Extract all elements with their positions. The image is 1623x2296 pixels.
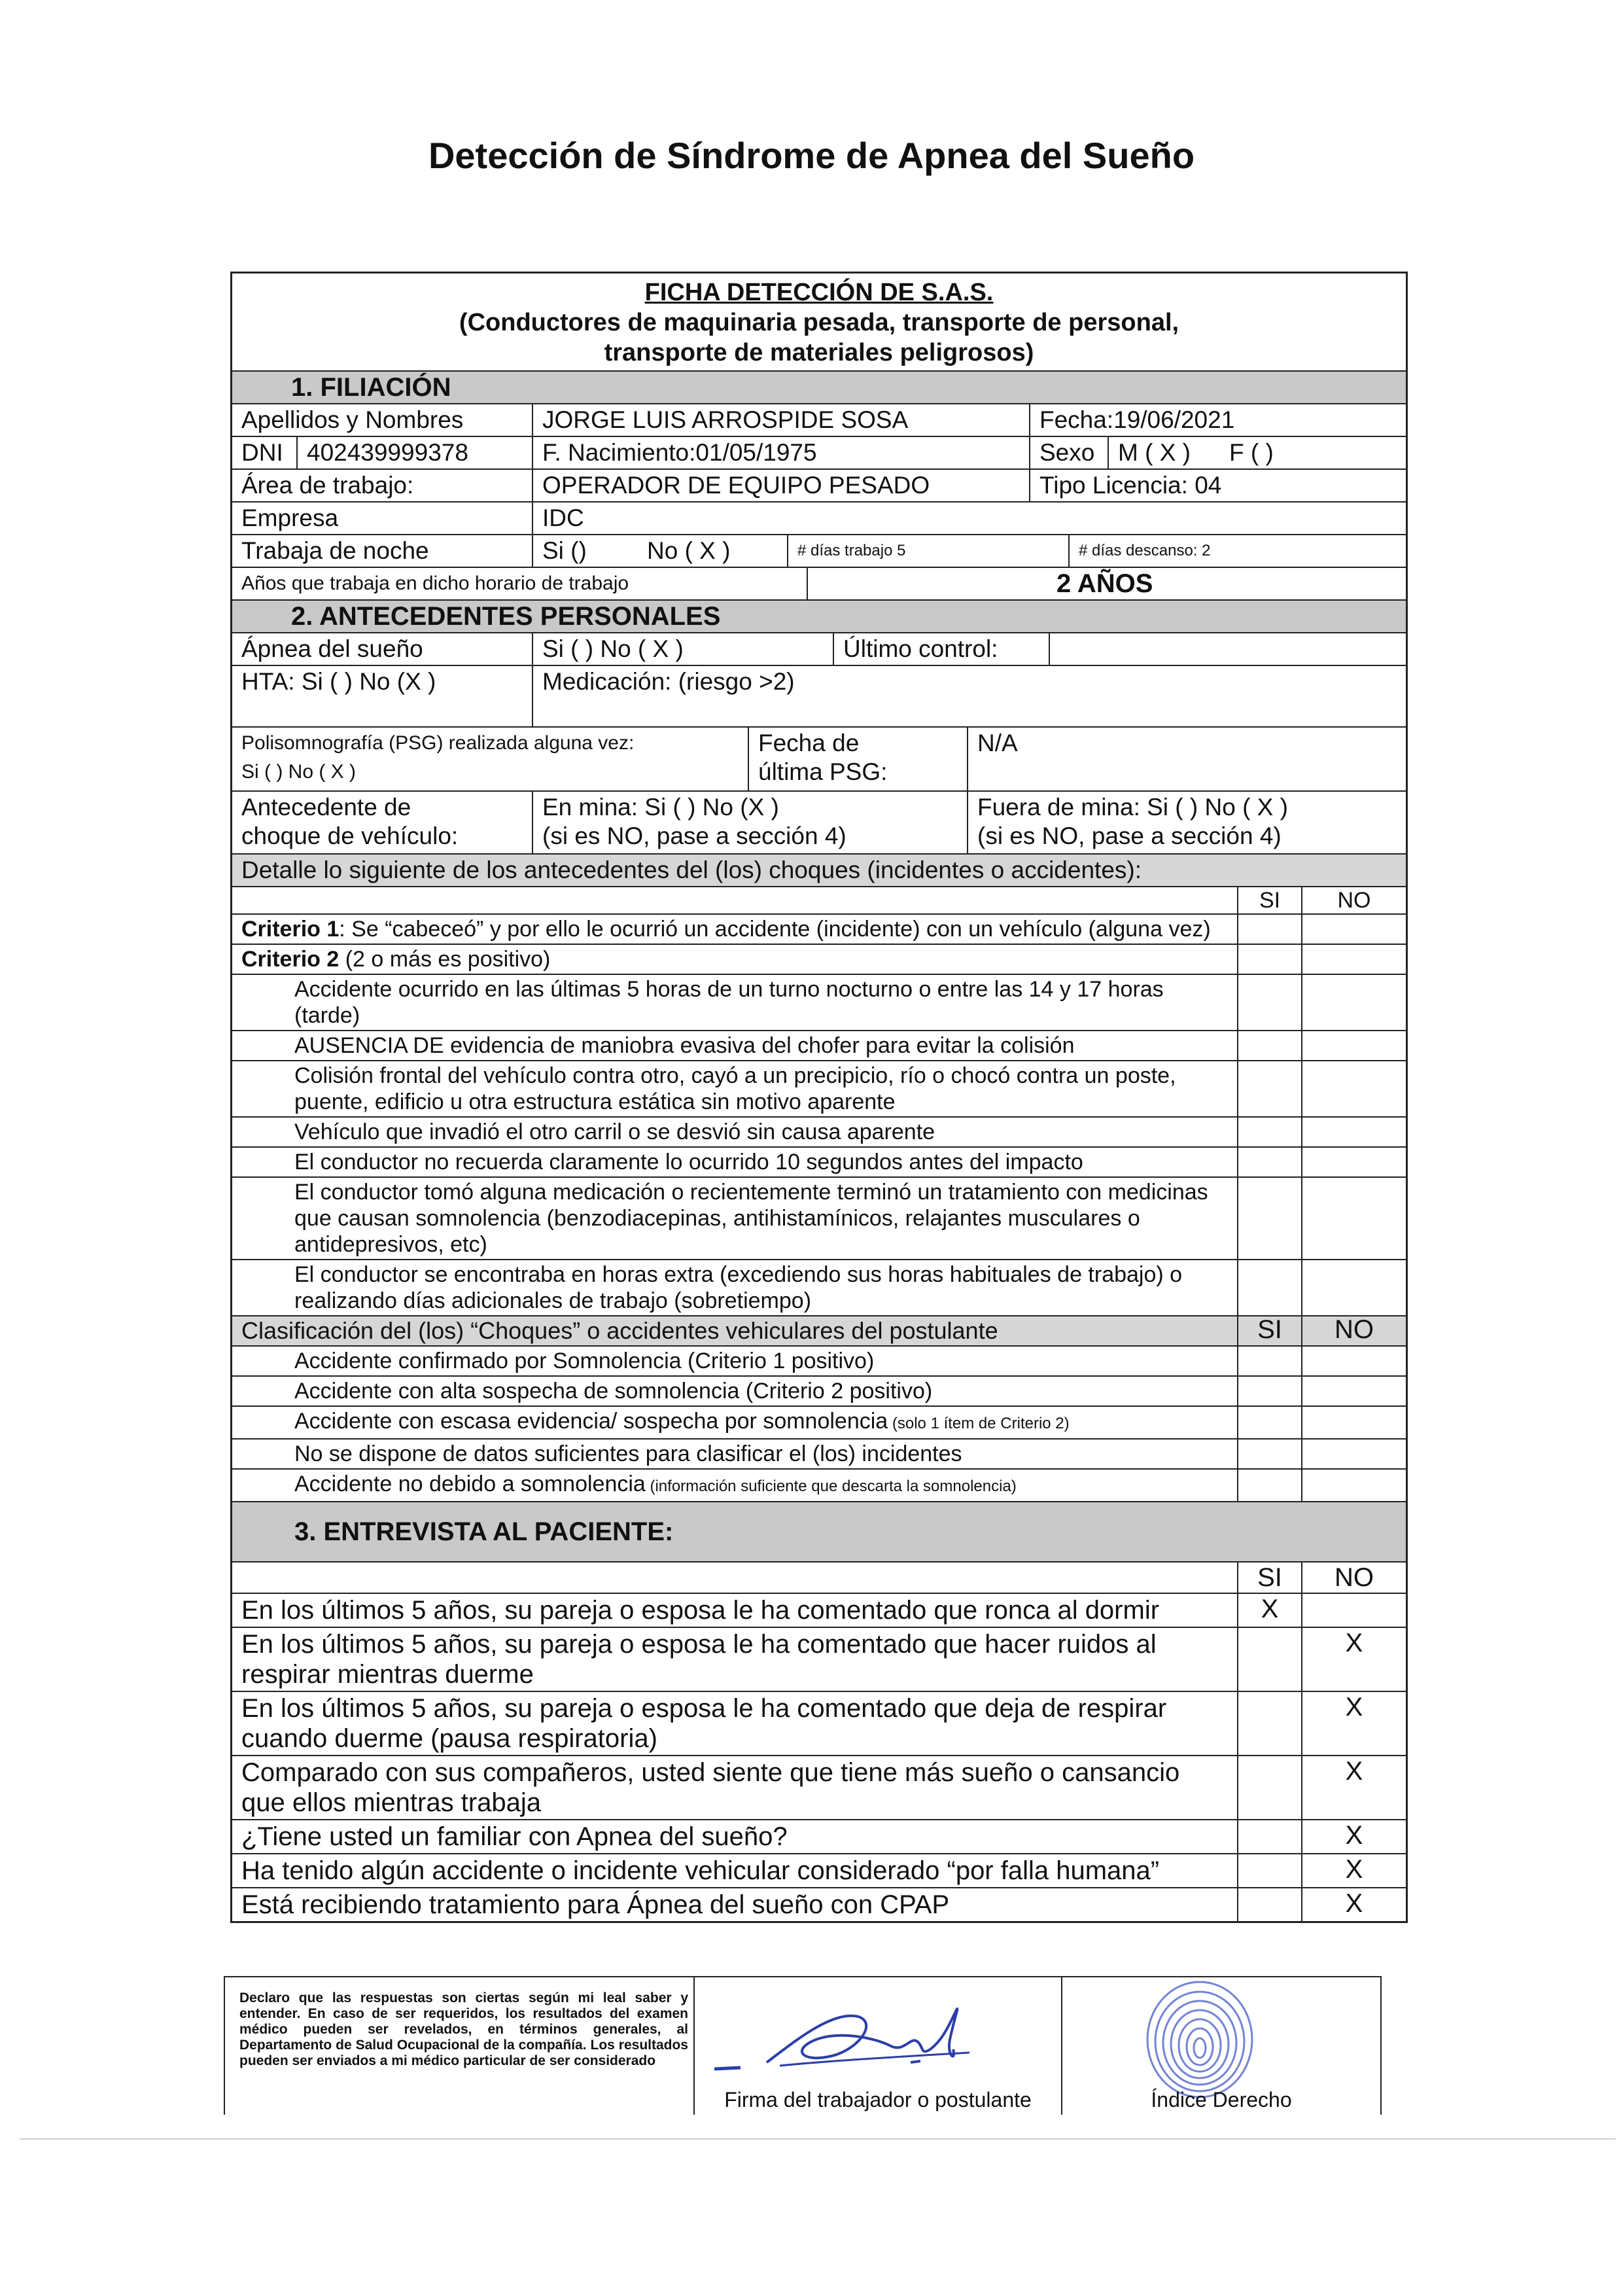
question-text: Ha tenido algún accidente o incidente vehicular considerado “por falla humana” <box>241 1856 1160 1885</box>
criterio-1-label: Criterio 1 <box>241 917 340 942</box>
birth-date: F. Nacimiento:01/05/1975 <box>533 437 1030 468</box>
crash-label-2: choque de vehículo: <box>241 822 459 849</box>
dni-value: 402439999378 <box>298 437 533 468</box>
interview-columns-row <box>232 1563 1406 1594</box>
apnea-label: Ápnea del sueño <box>232 633 533 665</box>
question-text: Está recibiendo tratamiento para Ápnea del sueño con CPAP <box>241 1890 950 1919</box>
section-antecedentes-title: 2. ANTECEDENTES PERSONALES <box>232 601 1406 633</box>
answer-no: X <box>1301 1888 1406 1921</box>
criteria-columns-row <box>232 887 1406 915</box>
answer-si <box>1237 1888 1301 1921</box>
table-row <box>232 975 1406 1031</box>
table-row <box>232 1377 1406 1407</box>
years-row <box>232 568 1406 601</box>
criterio-2 <box>232 945 1237 974</box>
company-row <box>232 503 1406 535</box>
classification-item: Accidente confirmado por Somnolencia (Criterio 1 positivo) <box>294 1349 875 1373</box>
classification-item-note: (información suficiente que descarta la somnolencia) <box>645 1477 1017 1495</box>
dni-row <box>232 437 1406 470</box>
criterio-2-label: Criterio 2 <box>241 947 340 972</box>
criterio-1 <box>232 915 1237 944</box>
work-days: # días trabajo 5 <box>788 535 1070 567</box>
license-type: Tipo Licencia: 04 <box>1039 472 1222 499</box>
answer-si <box>1237 1692 1301 1755</box>
names-row <box>232 404 1406 437</box>
interview-row <box>232 1628 1406 1692</box>
declaration-footer <box>224 1976 1382 2115</box>
psg-date-value: N/A <box>977 730 1018 756</box>
criterio-1-text: : Se “cabeceó” y por ello le ocurrió un accidente (incidente) con un vehículo (alguna vez) <box>339 917 1211 942</box>
fingerprint-caption: Índice Derecho <box>1151 2088 1292 2111</box>
interview-row <box>232 1692 1406 1756</box>
table-row <box>232 1347 1406 1377</box>
criterio-1-row <box>232 915 1406 945</box>
sex-label: Sexo <box>1030 437 1109 468</box>
table-row <box>232 1118 1406 1148</box>
question-text: Comparado con sus compañeros, usted siente que tiene más sueño o cansancio que ellos mientras trabaja <box>241 1758 1180 1817</box>
detail-header-row <box>232 855 1406 887</box>
table-row <box>232 1407 1406 1439</box>
crash-mine-1: En mina: Si ( ) No (X ) <box>542 794 779 821</box>
apnea-row <box>232 633 1406 666</box>
criteria-col-no: NO <box>1301 887 1406 913</box>
question-text: En los últimos 5 años, su pareja o esposa le ha comentado que hacer ruidos al respirar mientras duerme <box>241 1630 1157 1689</box>
answer-no: X <box>1301 1854 1406 1887</box>
classification-header: Clasificación del (los) “Choques” o accidentes vehiculares del postulante <box>241 1317 998 1344</box>
company-label: Empresa <box>232 503 533 534</box>
crash-mine-cell <box>533 792 968 853</box>
area-label: Área de trabajo: <box>232 470 533 501</box>
answer-no: X <box>1301 1756 1406 1819</box>
section-filiacion-title: 1. FILIACIÓN <box>232 372 1406 404</box>
criterio-2-row <box>232 945 1406 975</box>
answer-si <box>1237 1854 1301 1887</box>
interview-row <box>232 1854 1406 1888</box>
criteria-col-si: SI <box>1237 887 1301 913</box>
hta: HTA: Si ( ) No (X ) <box>232 666 533 726</box>
classification-header-row <box>232 1316 1406 1347</box>
crash-label-cell <box>232 792 533 853</box>
answer-si <box>1237 1628 1301 1691</box>
years-value: 2 AÑOS <box>1056 569 1153 598</box>
crash-outside-2: (si es NO, pase a sección 4) <box>977 822 1282 849</box>
interview-col-no: NO <box>1301 1563 1406 1593</box>
answer-si: X <box>1237 1594 1301 1627</box>
form-header <box>232 274 1406 372</box>
fingerprint-icon <box>1134 1977 1265 2102</box>
night-no: No ( X ) <box>638 535 788 567</box>
signature-box <box>695 1977 1062 2115</box>
question-text: En los últimos 5 años, su pareja o esposa le ha comentado que ronca al dormir <box>241 1596 1160 1625</box>
area-row <box>232 470 1406 503</box>
criterio-1-si <box>1237 915 1301 944</box>
fingerprint-box <box>1062 1977 1382 2115</box>
criterion-item: El conductor tomó alguna medicación o recientemente terminó un tratamiento con medicinas que causan somnolencia (benzodiacepinas, antihistamínicos, relajantes musculares o antidepresivos, etc) <box>294 1180 1208 1257</box>
years-label: Años que trabaja en dicho horario de trabajo <box>232 568 808 599</box>
area-value: OPERADOR DE EQUIPO PESADO <box>533 470 1030 501</box>
sex-f: F ( ) <box>1229 439 1274 466</box>
question-text: ¿Tiene usted un familiar con Apnea del sueño? <box>241 1822 788 1851</box>
criterio-2-text: (2 o más es positivo) <box>339 947 551 972</box>
classification-item <box>232 1407 1237 1438</box>
form-subtitle-1: (Conductores de maquinaria pesada, transporte de personal, <box>459 309 1179 336</box>
classification-item-text: Accidente con escasa evidencia/ sospecha por somnolencia <box>294 1409 888 1434</box>
criterion-item: Vehículo que invadió el otro carril o se desvió sin causa aparente <box>294 1120 935 1144</box>
night-label: Trabaja de noche <box>232 535 533 567</box>
answer-no: X <box>1301 1692 1406 1755</box>
night-row <box>232 535 1406 568</box>
form-subtitle-2: transporte de materiales peligrosos) <box>604 339 1034 366</box>
last-control-value <box>1050 633 1406 665</box>
psg-label: Polisomnografía (PSG) realizada alguna vez: <box>241 732 635 754</box>
company-value: IDC <box>542 504 584 531</box>
table-row <box>232 1178 1406 1260</box>
answer-no: X <box>1301 1820 1406 1853</box>
question-text: En los últimos 5 años, su pareja o esposa le ha comentado que deja de respirar cuando duerme (pausa respiratoria) <box>241 1694 1167 1753</box>
criterion-item: AUSENCIA DE evidencia de maniobra evasiva del chofer para evitar la colisión <box>294 1033 1075 1058</box>
signature-icon <box>695 1984 1061 2095</box>
last-control: Último control: <box>834 633 1050 665</box>
night-si: Si () <box>542 537 587 564</box>
medication: Medicación: (riesgo >2) <box>542 668 795 695</box>
table-row <box>232 1031 1406 1061</box>
section-entrevista-title: 3. ENTREVISTA AL PACIENTE: <box>232 1502 1406 1563</box>
interview-row <box>232 1820 1406 1854</box>
classification-col-no: NO <box>1301 1316 1406 1345</box>
answer-si <box>1237 1820 1301 1853</box>
interview-row <box>232 1888 1406 1921</box>
crash-row <box>232 792 1406 855</box>
hta-row <box>232 666 1406 728</box>
apnea-value: Si ( ) No ( X ) <box>533 633 834 665</box>
dni-label: DNI <box>232 437 298 468</box>
criterion-item: Accidente ocurrido en las últimas 5 horas de un turno nocturno o entre las 14 y 17 horas (tarde) <box>294 977 1164 1028</box>
answer-no <box>1301 1594 1406 1627</box>
crash-mine-2: (si es NO, pase a sección 4) <box>542 822 846 849</box>
declaration-text: Declaro que las respuestas son ciertas según mi leal saber y entender. En caso de ser requeridos, los resultados del examen médico pueden ser revelados, en términos generales, al Departamento de Salud Ocupacional de la compañía. Los resultados pueden ser enviados a mi médico particular de ser considerado <box>224 1977 695 2115</box>
interview-row <box>232 1756 1406 1820</box>
classification-item <box>232 1470 1237 1501</box>
classification-col-si: SI <box>1237 1316 1301 1345</box>
classification-item-note: (solo 1 ítem de Criterio 2) <box>888 1415 1070 1432</box>
interview-col-si: SI <box>1237 1563 1301 1593</box>
psg-date-cell <box>749 728 968 790</box>
psg-cell <box>232 728 749 790</box>
table-row <box>232 1260 1406 1316</box>
criterio-1-no <box>1301 915 1406 944</box>
table-row <box>232 1148 1406 1178</box>
table-row <box>232 1470 1406 1502</box>
interview-row <box>232 1594 1406 1628</box>
criterion-item: El conductor no recuerda claramente lo ocurrido 10 segundos antes del impacto <box>294 1150 1083 1174</box>
table-row <box>232 1061 1406 1118</box>
classification-item: No se dispone de datos suficientes para clasificar el (los) incidentes <box>294 1441 962 1466</box>
psg-value: Si ( ) No ( X ) <box>241 761 357 783</box>
sex-m: M ( X ) <box>1118 439 1191 466</box>
criterion-item: Colisión frontal del vehículo contra otro, cayó a un precipicio, río o chocó contra un poste, puente, edificio u otra estructura estática sin motivo aparente <box>294 1063 1176 1114</box>
answer-no: X <box>1301 1628 1406 1691</box>
page-title: Detección de Síndrome de Apnea del Sueño <box>428 135 1195 176</box>
names-label: Apellidos y Nombres <box>232 404 533 436</box>
crash-outside-1: Fuera de mina: Si ( ) No ( X ) <box>977 794 1288 821</box>
signature-caption: Firma del trabajador o postulante <box>724 2088 1032 2111</box>
psg-date-label-2: última PSG: <box>758 758 888 785</box>
crash-label-1: Antecedente de <box>241 794 411 821</box>
sas-form <box>230 272 1408 1923</box>
table-row <box>232 1439 1406 1470</box>
form-title: FICHA DETECCIÓN DE S.A.S. <box>644 279 994 306</box>
criterion-item: El conductor se encontraba en horas extra (excediendo sus horas habituales de trabajo) o realizando días adicionales de trabajo (sobretiempo) <box>294 1262 1183 1313</box>
names-value: JORGE LUIS ARROSPIDE SOSA <box>533 404 1030 436</box>
detail-header: Detalle lo siguiente de los antecedentes del (los) choques (incidentes o accidentes): <box>241 857 1142 883</box>
classification-item-text: Accidente no debido a somnolencia <box>294 1472 646 1496</box>
psg-row <box>232 728 1406 792</box>
page-divider <box>20 2138 1616 2140</box>
crash-outside-cell <box>968 792 1406 853</box>
classification-item: Accidente con alta sospecha de somnolencia (Criterio 2 positivo) <box>294 1379 933 1404</box>
rest-days: # días descanso: 2 <box>1079 542 1211 559</box>
answer-si <box>1237 1756 1301 1819</box>
form-date: Fecha:19/06/2021 <box>1039 406 1235 433</box>
psg-date-label-1: Fecha de <box>758 730 860 756</box>
